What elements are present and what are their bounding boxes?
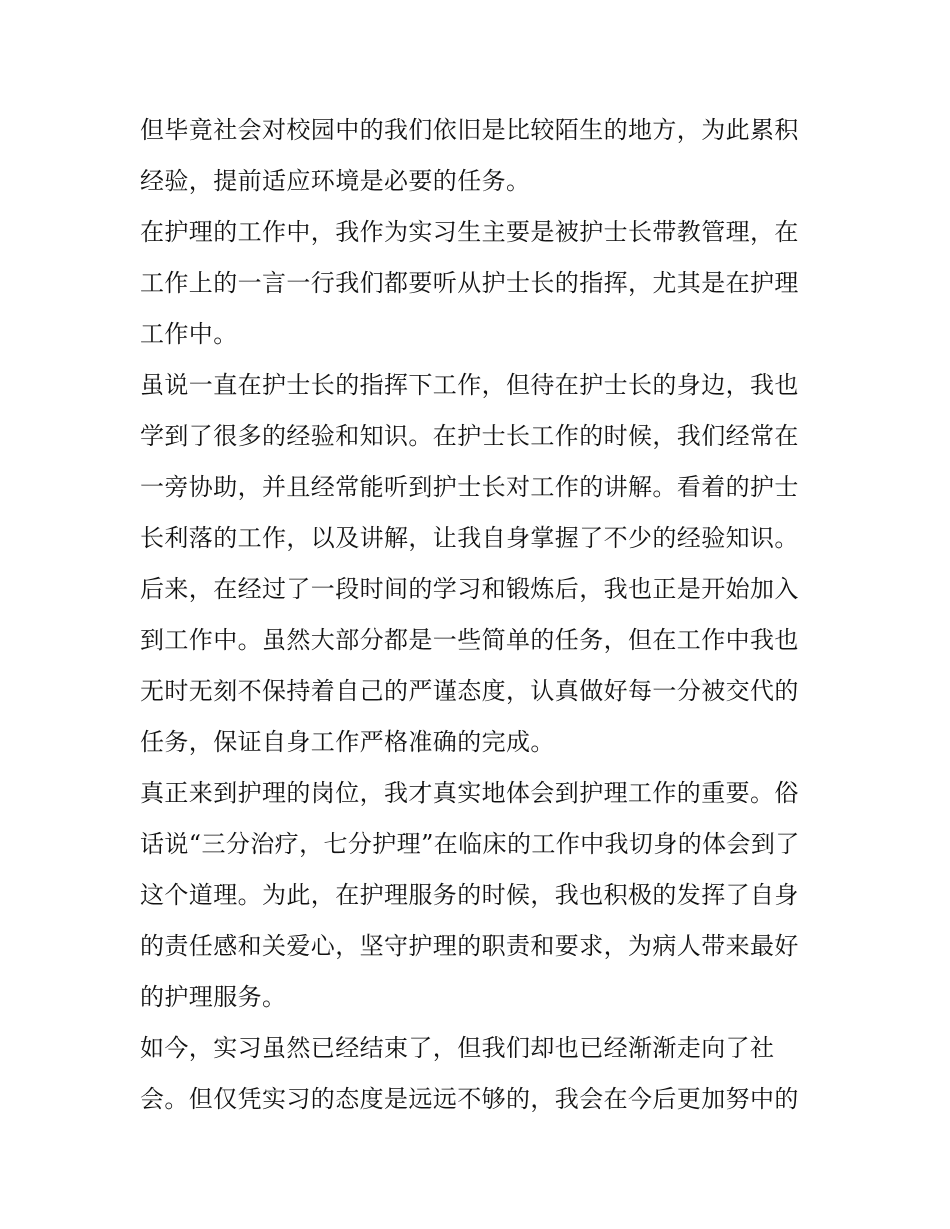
text-line: 工作上的一言一行我们都要听从护士长的指挥，尤其是在护理 — [140, 269, 799, 297]
text-line: 学到了很多的经验和知识。在护士长工作的时候，我们经常在 — [140, 422, 799, 450]
text-line: 如今，实习虽然已经结束了，但我们却也已经渐渐走向了社 — [140, 1034, 775, 1062]
text-line: 一旁协助，并且经常能听到护士长对工作的讲解。看着的护士 — [140, 473, 799, 501]
text-line: 但毕竟社会对校园中的我们依旧是比较陌生的地方，为此累积 — [140, 116, 799, 144]
text-line: 经验，提前适应环境是必要的任务。 — [140, 167, 531, 195]
text-line: 话说“三分治疗，七分护理”在临床的工作中我切身的体会到了 — [140, 830, 800, 858]
text-line: 会。但仅凭实习的态度是远远不够的，我会在今后更加努中的 — [140, 1085, 799, 1113]
text-line: 的责任感和关爱心，坚守护理的职责和要求，为病人带来最好 — [140, 932, 799, 960]
text-line: 的护理服务。 — [140, 983, 287, 1011]
text-line: 到工作中。虽然大部分都是一些简单的任务，但在工作中我也 — [140, 626, 799, 654]
text-line: 在护理的工作中，我作为实习生主要是被护士长带教管理，在 — [140, 218, 799, 246]
text-line: 虽说一直在护士长的指挥下工作，但待在护士长的身边，我也 — [140, 371, 799, 399]
document-body — [140, 105, 815, 1125]
text-line: 无时无刻不保持着自己的严谨态度，认真做好每一分被交代的 — [140, 677, 799, 705]
text-line: 真正来到护理的岗位，我才真实地体会到护理工作的重要。俗 — [140, 779, 799, 807]
text-line: 任务，保证自身工作严格准确的完成。 — [140, 728, 555, 756]
text-line: 后来，在经过了一段时间的学习和锻炼后，我也正是开始加入 — [140, 575, 799, 603]
text-line: 工作中。 — [140, 320, 238, 348]
text-line: 长利落的工作，以及讲解，让我自身掌握了不少的经验知识。 — [140, 524, 799, 552]
text-line: 这个道理。为此，在护理服务的时候，我也积极的发挥了自身 — [140, 881, 799, 909]
